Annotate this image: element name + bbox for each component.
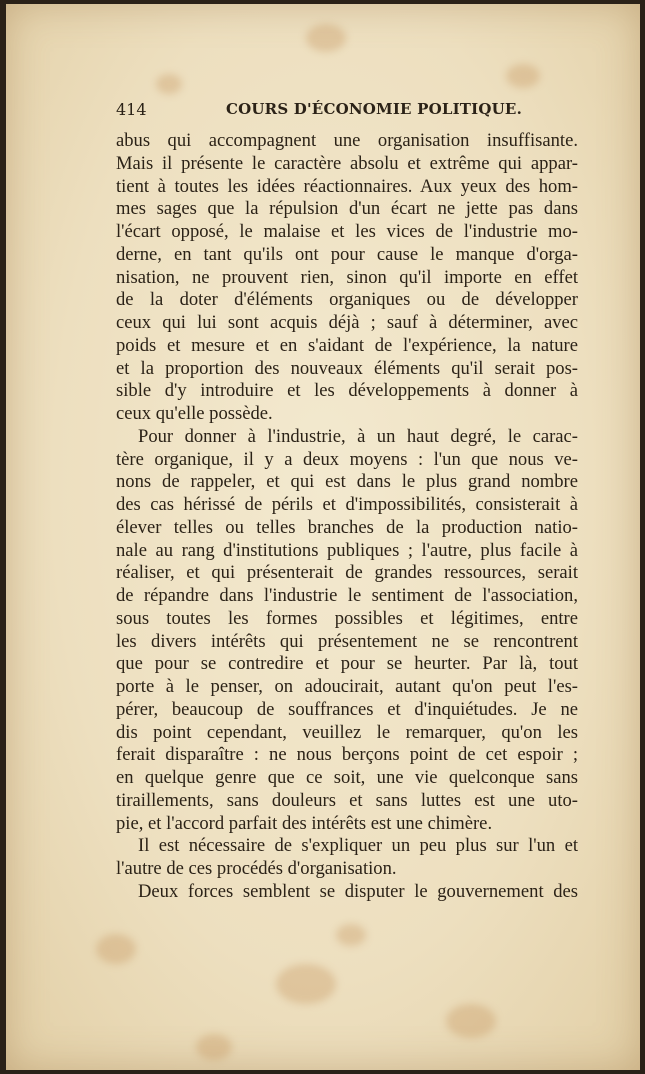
foxing-stain <box>156 74 182 94</box>
text-line: Pour donner à l'industrie, à un haut degré, le carac- <box>138 425 578 447</box>
text-line: dis point cependant, veuillez le remarquer, qu'on les <box>116 721 578 743</box>
text-line: porte à le penser, on adoucirait, autant qu'on peut l'es- <box>116 676 578 697</box>
text-line: tient à toutes les idées réactionnaires. Aux yeux des hom- <box>116 175 578 197</box>
foxing-stain <box>196 1034 232 1060</box>
text-line: l'écart opposé, le malaise et les vices de l'industrie mo- <box>116 221 578 242</box>
text-line: sous toutes les formes possibles et légitimes, entre <box>116 607 578 629</box>
text-line: nale au rang d'institutions publiques ; l'autre, plus facile à <box>116 539 578 561</box>
text-line: ferait disparaître : ne nous berçons point de cet espoir ; <box>116 744 578 766</box>
text-line: en quelque genre que ce soit, une vie quelconque sans <box>116 767 578 788</box>
text-line: ceux qui lui sont acquis déjà ; sauf à déterminer, avec <box>116 312 578 333</box>
foxing-stain <box>506 64 540 88</box>
text-line: Il est nécessaire de s'expliquer un peu plus sur l'un et <box>138 835 578 857</box>
text-line: Deux forces semblent se disputer le gouvernement des <box>138 880 578 902</box>
text-line: abus qui accompagnent une organisation insuffisante. <box>116 130 578 151</box>
book-page <box>6 4 640 1070</box>
text-line: pie, et l'accord parfait des intérêts est une chimère. <box>116 812 493 834</box>
body-text <box>116 130 578 904</box>
foxing-stain <box>306 24 346 52</box>
text-line: de la doter d'éléments organiques ou de développer <box>116 289 578 311</box>
text-line: réaliser, et qui présenterait de grandes ressources, serait <box>116 562 578 584</box>
foxing-stain <box>96 934 136 964</box>
foxing-stain <box>276 964 336 1004</box>
text-line: l'autre de ces procédés d'organisation. <box>116 858 397 879</box>
text-line: les divers intérêts qui présentement ne se rencontrent <box>116 630 578 652</box>
text-line: ceux qu'elle possède. <box>116 403 273 424</box>
text-line: Mais il présente le caractère absolu et extrême qui appar- <box>116 152 578 174</box>
text-line: poids et mesure et en s'aidant de l'expérience, la nature <box>116 334 578 356</box>
foxing-stain <box>446 1004 496 1038</box>
text-line: pérer, beaucoup de souffrances et d'inquiétudes. Je ne <box>116 698 578 720</box>
running-title: COURS D'ÉCONOMIE POLITIQUE. <box>226 100 522 118</box>
text-line: derne, en tant qu'ils ont pour cause le manque d'orga- <box>116 243 578 265</box>
text-line: des cas hérissé de périls et d'impossibilités, consisterait à <box>116 494 578 515</box>
foxing-stain <box>336 924 366 946</box>
text-line: tiraillements, sans douleurs et sans luttes est une uto- <box>116 789 578 811</box>
text-line: que pour se contredire et pour se heurter. Par là, tout <box>116 653 578 675</box>
text-line: mes sages que la répulsion d'un écart ne jette pas dans <box>116 198 578 220</box>
text-line: élever telles ou telles branches de la production natio- <box>116 516 578 538</box>
page-number: 414 <box>116 100 147 119</box>
text-line: nisation, ne prouvent rien, sinon qu'il importe en effet <box>116 266 578 288</box>
text-line: tère organique, il y a deux moyens : l'un que nous ve- <box>116 448 578 470</box>
text-line: sible d'y introduire et les développements à donner à <box>116 380 578 402</box>
text-line: et la proportion des nouveaux éléments qu'il serait pos- <box>116 357 578 379</box>
page-header <box>116 100 578 124</box>
text-line: de répandre dans l'industrie le sentiment de l'association, <box>116 585 578 606</box>
text-line: nons de rappeler, et qui est dans le plus grand nombre <box>116 471 578 493</box>
